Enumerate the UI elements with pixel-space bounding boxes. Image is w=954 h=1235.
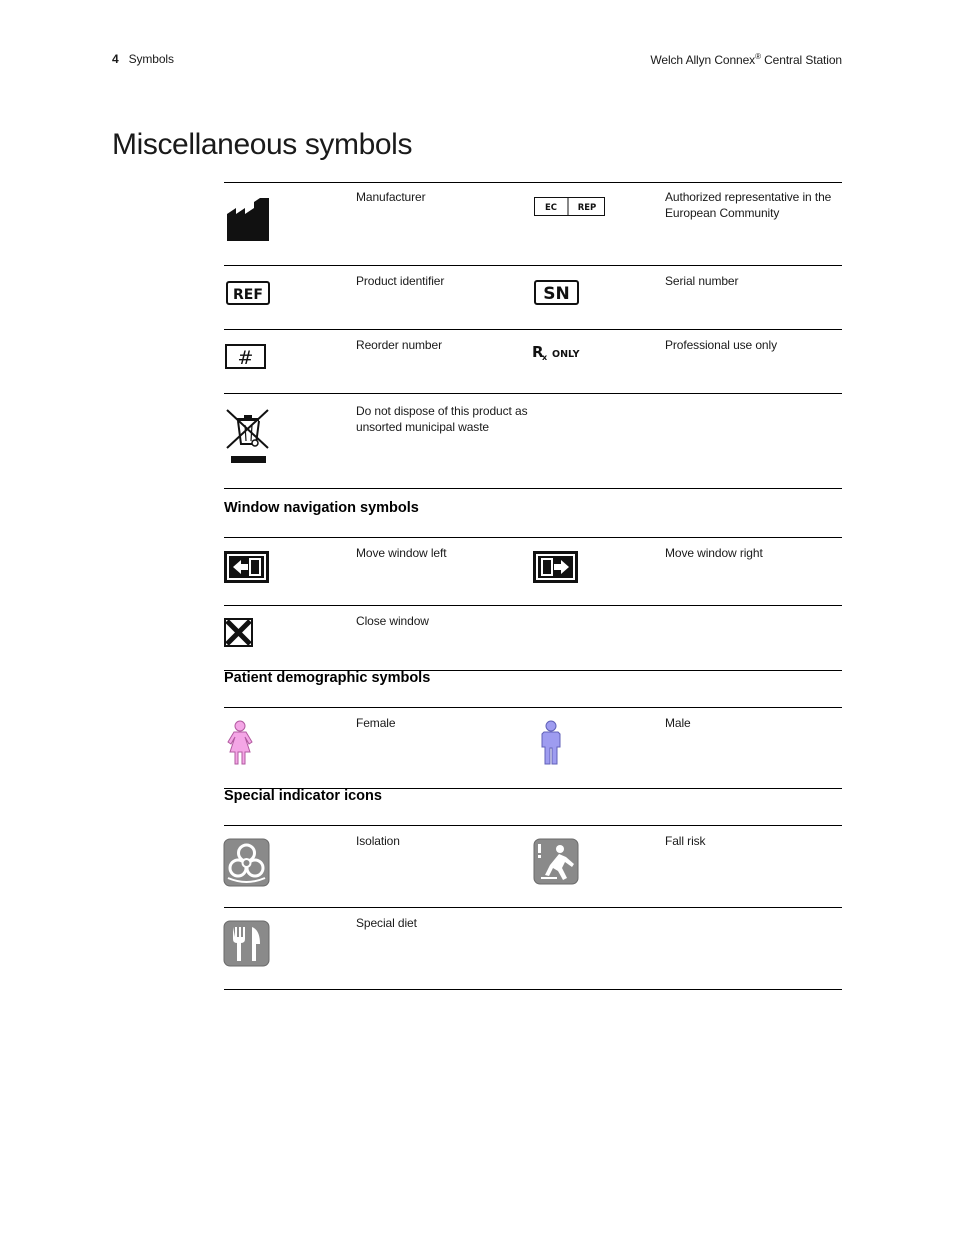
rx-text: R xyxy=(532,343,544,361)
female-icon xyxy=(226,720,254,766)
close-window-label: Close window xyxy=(356,614,429,628)
rep-text: REP xyxy=(577,203,597,213)
special-diet-label: Special diet xyxy=(356,916,417,930)
sn-text: SN xyxy=(543,284,570,304)
page-number: 4 xyxy=(112,52,119,66)
only-text: ONLY xyxy=(552,349,580,360)
special-diet-icon xyxy=(223,920,270,967)
biohazard-icon xyxy=(223,838,270,887)
rx-only-icon xyxy=(532,342,582,362)
move-window-left-label: Move window left xyxy=(356,546,447,560)
fall-risk-icon xyxy=(533,838,579,885)
table-rule xyxy=(224,907,842,908)
product-suffix: Central Station xyxy=(760,53,842,67)
page-title: Miscellaneous symbols xyxy=(112,128,413,161)
ec-rep-icon xyxy=(534,197,606,217)
table-rule xyxy=(224,989,842,990)
ec-text: EC xyxy=(544,203,558,213)
patient-demo-heading: Patient demographic symbols xyxy=(224,670,431,686)
male-icon xyxy=(540,720,562,766)
weee-label: Do not dispose of this product as unsorted municipal waste xyxy=(356,404,528,434)
manufacturer-icon xyxy=(226,197,270,242)
table-rule xyxy=(224,605,842,606)
ref-icon xyxy=(226,281,272,307)
serial-number-label: Serial number xyxy=(665,274,739,288)
isolation-label: Isolation xyxy=(356,834,400,848)
close-window-icon xyxy=(224,618,254,648)
male-label: Male xyxy=(665,716,691,730)
table-rule xyxy=(224,825,842,826)
rx-sub-text: x xyxy=(542,353,548,362)
registered-mark: ® xyxy=(755,52,761,61)
special-indicators-heading: Special indicator icons xyxy=(224,788,382,804)
page-header-left xyxy=(112,52,174,66)
authorized-rep-label: Authorized representative in the European Community xyxy=(665,190,832,220)
table-rule xyxy=(224,393,842,394)
serial-number-icon xyxy=(534,280,580,306)
reorder-number-label: Reorder number xyxy=(356,338,442,352)
fall-risk-label: Fall risk xyxy=(665,834,706,848)
window-nav-heading: Window navigation symbols xyxy=(224,500,419,516)
table-rule xyxy=(224,182,842,183)
professional-use-label: Professional use only xyxy=(665,338,777,352)
reorder-number-icon xyxy=(225,344,267,370)
page-header-right xyxy=(650,52,842,67)
move-window-left-icon xyxy=(224,551,270,584)
female-label: Female xyxy=(356,716,396,730)
move-window-right-label: Move window right xyxy=(665,546,763,560)
table-rule xyxy=(224,488,842,489)
manufacturer-label: Manufacturer xyxy=(356,190,426,204)
weee-bin-icon xyxy=(224,408,272,466)
table-rule xyxy=(224,265,842,266)
product-identifier-label: Product identifier xyxy=(356,274,445,288)
hash-text: # xyxy=(237,347,254,369)
table-rule xyxy=(224,537,842,538)
product-name: Welch Allyn Connex xyxy=(650,53,756,67)
table-rule xyxy=(224,707,842,708)
table-rule xyxy=(224,329,842,330)
move-window-right-icon xyxy=(533,551,579,584)
ref-text: REF xyxy=(233,287,263,303)
section-name: Symbols xyxy=(128,52,174,66)
